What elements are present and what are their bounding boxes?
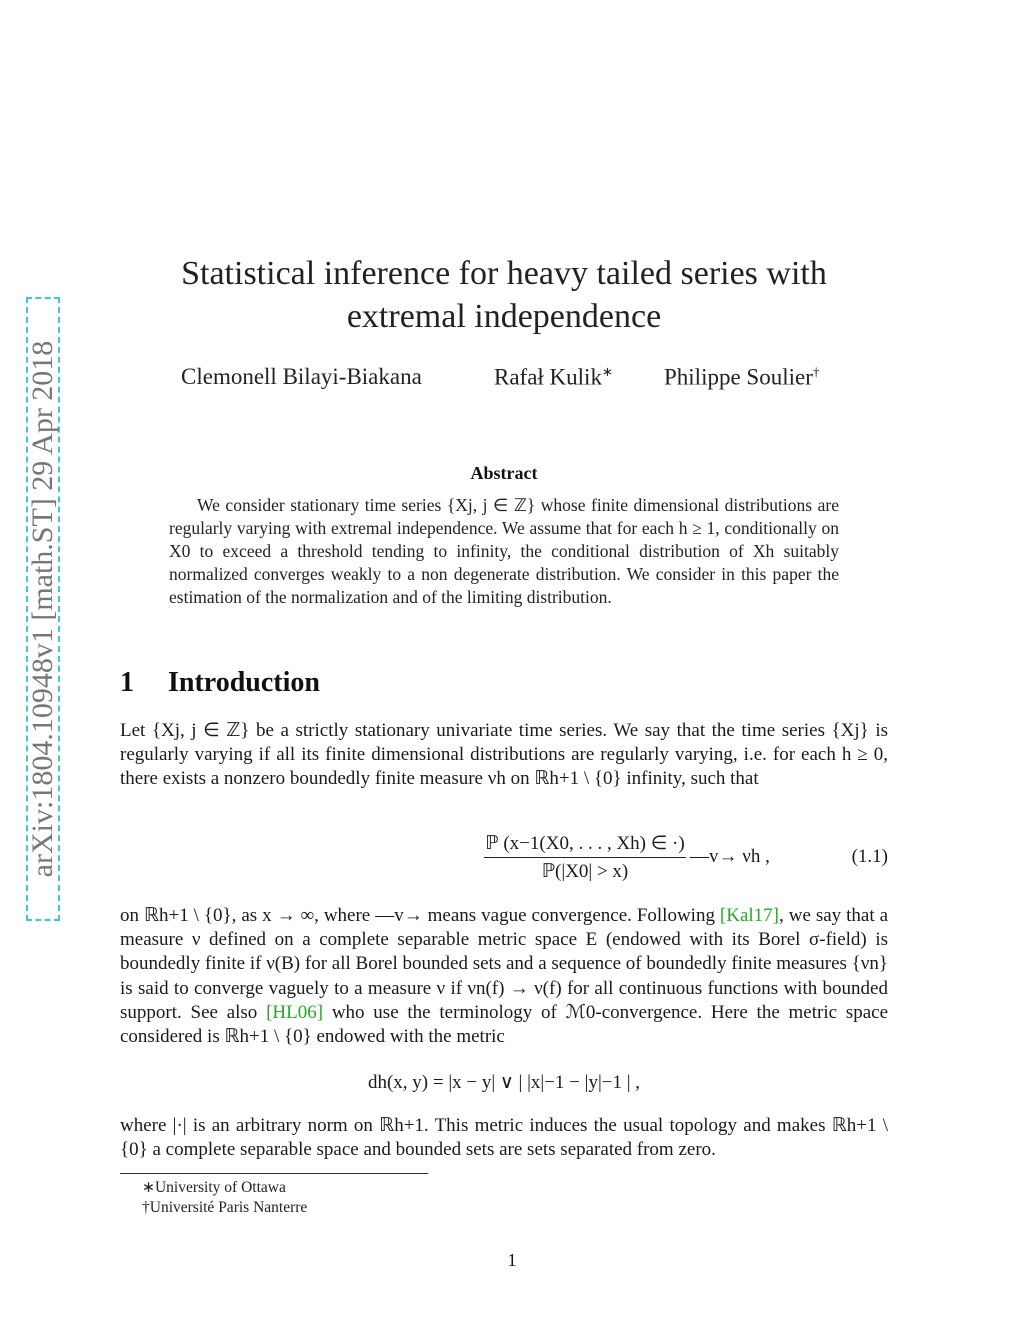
citation-link-hl06[interactable]: [HL06] [266, 1001, 324, 1023]
equation-metric: dh(x, y) = |x − y| ∨ | |x|−1 − |y|−1 | , [367, 1072, 641, 1093]
footnote-1: ∗University of Ottawa [142, 1179, 286, 1196]
abstract-text: We consider stationary time series {Xj, j ∈ ℤ} whose finite dimensional distributions are regularly varying with extremal independence. We assume that for each h ≥ 1, conditionally on X0 to exceed a threshold tending to infinity, the conditional distribution of Xh suitably normalized converges weakly to a non degenerate distribution. We consider in this paper the estimation of the normalization and of the limiting distribution. [169, 495, 839, 607]
text-run: on ℝh+1 \ {0}, as x → ∞, where —v→ means vague convergence. Following [120, 905, 720, 926]
abstract-heading: Abstract [470, 463, 538, 483]
paragraph-3 [120, 1114, 888, 1162]
text-run: , we say that a measure ν defined on a complete separable metric space E (endowed with its Borel σ-field) is boundedly finite if ν(B) for all Borel bounded sets and a sequence of boundedly finite measures {νn} is said to converge vaguely to a measure ν if νn(f) → ν(f) for all continuous functions with bounded support. See also [120, 905, 889, 1023]
equation-rhs: —v→ νh , [690, 846, 770, 867]
footnote-mark: ∗ [601, 364, 613, 379]
footnotes [142, 1178, 307, 1218]
equation-number: (1.1) [851, 846, 888, 867]
author-name: Philippe Soulier [664, 364, 813, 390]
author-1 [181, 364, 422, 390]
author-name: Clemonell Bilayi-Biakana [181, 364, 422, 389]
paper-title [120, 252, 888, 338]
footnote-rule [120, 1173, 428, 1174]
title-line-2: extremal independence [346, 298, 662, 335]
paragraph-1 [120, 719, 888, 792]
page-number: 1 [507, 1250, 517, 1270]
citation-link-kal17[interactable]: [Kal17] [719, 905, 780, 926]
paragraph-text: Let {Xj, j ∈ ℤ} be a strictly stationary univariate time series. We say that the time series {Xj} is regularly varying if all its finite dimensional distributions are regularly varying, i.e. for each h ≥ 0, there exists a nonzero boundedly finite measure νh on ℝh+1 \ {0} infinity, such that [120, 720, 888, 790]
author-2 [494, 364, 613, 391]
title-line-1: Statistical inference for heavy tailed series with [181, 255, 827, 292]
equation-fraction [484, 832, 686, 883]
footnote-mark: † [812, 364, 820, 379]
equation-numerator: ℙ (x−1(X0, . . . , Xh) ∈ ·) [484, 832, 686, 858]
section-number: 1 [120, 667, 134, 698]
footnote-2: †Université Paris Nanterre [142, 1199, 308, 1216]
section-heading [120, 667, 320, 699]
equation-1-1 [120, 832, 888, 886]
author-name: Rafał Kulik [494, 364, 602, 390]
paragraph-2 [120, 904, 888, 1049]
arxiv-stamp[interactable]: arXiv:1804.10948v1 [math.ST] 29 Apr 2018 [26, 340, 59, 878]
section-title: Introduction [168, 667, 320, 698]
paragraph-text [120, 904, 888, 1049]
author-3 [664, 364, 819, 391]
text-run: who use the terminology of ℳ0-convergence. Here the metric space considered is ℝh+1 \ {0} endowed with the metric [120, 1001, 889, 1048]
abstract [169, 494, 839, 609]
paragraph-text: where |·| is an arbitrary norm on ℝh+1. This metric induces the usual topology and makes ℝh+1 \ {0} a complete separable space and bounded sets are sets separated from zero. [120, 1115, 888, 1161]
equation-denominator: ℙ(|X0| > x) [541, 861, 629, 882]
